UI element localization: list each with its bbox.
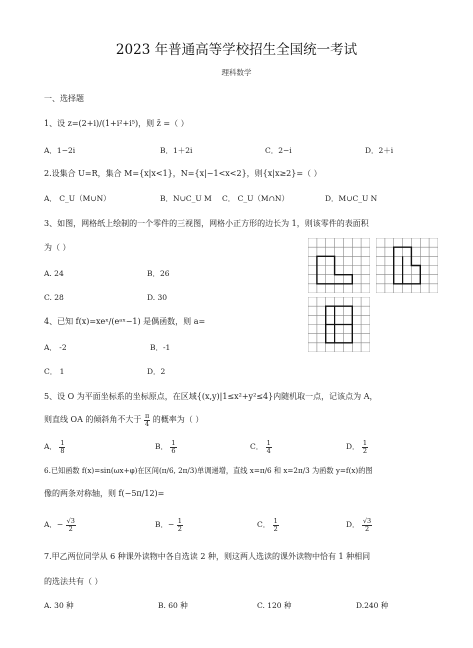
q6-option-d-label: D．: [346, 520, 360, 529]
question-7-stem-line2: 的选法共有（ ）: [44, 577, 103, 586]
q6-option-d-frac: [362, 518, 372, 532]
q6-option-d: [346, 518, 372, 532]
q6-a-num: √3: [66, 517, 75, 525]
q5-c-num: 1: [266, 439, 271, 447]
question-1-stem: 1、设 z=(2+i)/(1+i²+i⁵)，则 z̄ =（ ）: [44, 119, 189, 128]
top-view-figure: [308, 297, 370, 352]
q6-b-num: 1: [177, 517, 182, 525]
q5-option-a-frac: [59, 440, 65, 454]
question-7-stem-line1: 7.甲乙两位同学从 6 种课外读物中各自选读 2 种，则这两人选读的课外读物中恰有 1 种相同: [44, 552, 371, 561]
section-heading: 一、选择题: [44, 94, 84, 103]
q6-option-c-label: C．: [257, 520, 271, 529]
q5-option-c: [250, 440, 272, 454]
question-5-stem-line2: [44, 413, 203, 427]
q5-option-d-frac: [362, 440, 368, 454]
q5-option-c-label: C．: [250, 442, 264, 451]
q2-option-b: B．N∪C_U M: [160, 194, 212, 203]
question-4-stem: 4、已知 f(x)=xeˣ/(eᵃˣ−1) 是偶函数，则 a=: [44, 317, 206, 326]
q6-option-b: [155, 518, 183, 532]
q7-option-b: B. 60 种: [158, 601, 188, 610]
front-view-figure: [308, 238, 370, 293]
side-view-figure: [376, 238, 438, 293]
exam-subtitle: 理科数学: [221, 68, 252, 77]
q5-b-num: 1: [171, 439, 176, 447]
q4-option-a: A． -2: [44, 343, 67, 352]
q6-option-a-label: A．−: [44, 520, 64, 529]
q6-option-a-frac: [66, 518, 76, 532]
q1-option-d: D．2＋i: [365, 146, 394, 155]
q5-a-den: 8: [60, 446, 65, 455]
q6-option-c-frac: [273, 518, 279, 532]
q7-option-d: D.240 种: [356, 601, 389, 610]
q5-option-a-label: A．: [44, 442, 57, 451]
q5-pi-den: 4: [145, 419, 150, 428]
q6-option-c: [257, 518, 279, 532]
q5-stem-suffix: 的概率为（ ）: [152, 415, 204, 424]
exam-title: 2023 年普通高等学校招生全国统一考试: [115, 42, 358, 58]
q5-option-c-frac: [266, 440, 272, 454]
q6-option-b-frac: [177, 518, 183, 532]
q7-option-a: A. 30 种: [44, 601, 74, 610]
q6-option-a: [44, 518, 76, 532]
q1-option-a: A．1−2i: [44, 146, 76, 155]
q5-option-b: [155, 440, 177, 454]
q1-option-b: B．1＋2i: [160, 146, 193, 155]
question-3-stem-line2: 为（ ）: [44, 243, 71, 252]
q5-option-d: [346, 440, 368, 454]
q5-option-d-label: D．: [346, 442, 360, 451]
question-3-stem-line1: 3、如图，网格纸上绘制的一个零件的三视图，网格小正方形的边长为 1，则该零件的表面积: [44, 219, 369, 228]
q6-d-num: √3: [362, 517, 372, 525]
q4-option-c: C． 1: [44, 367, 65, 376]
q2-option-d: D．M∪C_U N: [325, 194, 378, 203]
q5-d-den: 2: [362, 446, 368, 455]
q3-option-c: C. 28: [44, 293, 64, 302]
q3-option-b: B．26: [147, 269, 170, 278]
q6-d-den: 2: [364, 524, 370, 533]
q3-option-a: A. 24: [44, 269, 64, 278]
q3-option-d: D. 30: [147, 293, 168, 302]
q4-option-b: B．-1: [150, 343, 171, 352]
q5-a-num: 1: [60, 439, 65, 447]
q5-option-a: [44, 440, 65, 454]
q5-stem-prefix: 则直线 OA 的倾斜角不大于: [44, 415, 142, 424]
q6-c-num: 1: [273, 517, 278, 525]
question-5-stem-line1: 5、设 O 为平面坐标系的坐标原点，在区域{(x,y)|1≤x²+y²≤4}内随机取一点，记该点为 A，: [44, 392, 378, 401]
q5-pi-over-4: [144, 413, 150, 427]
q5-b-den: 6: [171, 446, 176, 455]
q6-c-den: 2: [273, 524, 278, 533]
q6-option-b-label: B．−: [155, 520, 175, 529]
q2-option-c: C． C_U（M∩N）: [222, 194, 289, 203]
q6-b-den: 2: [177, 524, 182, 533]
q5-pi-num: π: [144, 412, 150, 420]
question-6-stem-line2: 像的两条对称轴，则 f(−5π/12)=: [44, 489, 165, 498]
q5-d-num: 1: [362, 439, 368, 447]
q5-option-b-label: B．: [155, 442, 169, 451]
q5-option-b-frac: [170, 440, 176, 454]
q5-c-den: 4: [266, 446, 271, 455]
q2-option-a: A． C_U（M∪N）: [44, 194, 111, 203]
question-2-stem: 2.设集合 U=R，集合 M={x|x<1}，N={x|−1<x<2}，则{x|x≥2}=（ ）: [44, 169, 322, 178]
q4-option-d: D．2: [147, 367, 166, 376]
q6-a-den: 2: [68, 524, 73, 533]
question-6-stem-line1: 6.已知函数 f(x)=sin(ωx+φ)在区间(π/6, 2π/3)单调递增，直线 x=π/6 和 x=2π/3 为函数 y=f(x)的图: [44, 466, 373, 475]
q7-option-c: C. 120 种: [257, 601, 292, 610]
q1-option-c: C．2−i: [265, 146, 292, 155]
